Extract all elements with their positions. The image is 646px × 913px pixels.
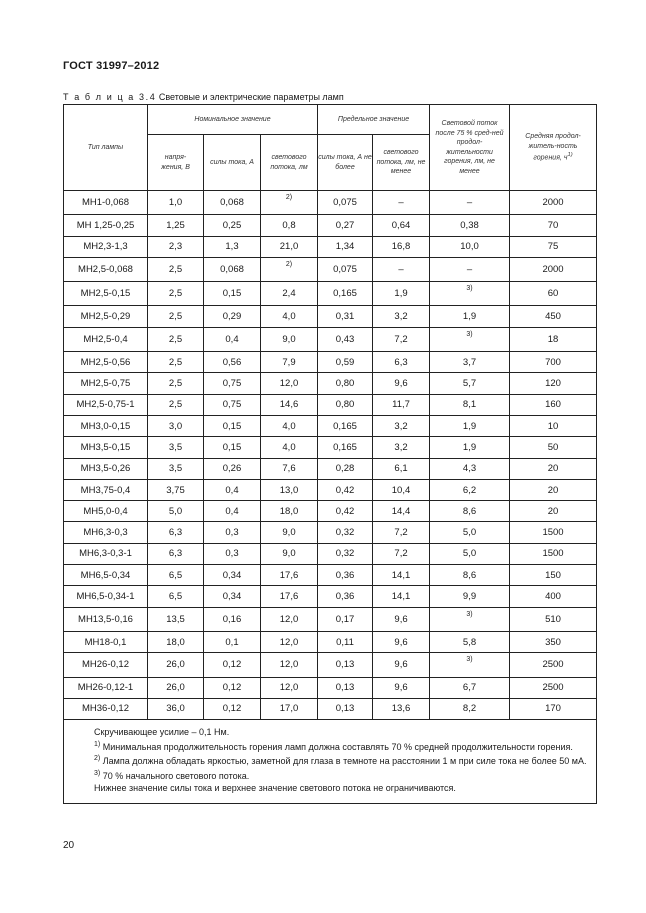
cell-current: 0,29 bbox=[204, 306, 261, 327]
cell-flux-after-75: 8,6 bbox=[430, 501, 510, 522]
cell-voltage: 2,5 bbox=[148, 394, 204, 415]
table-row bbox=[64, 373, 597, 394]
cell-current: 0,4 bbox=[204, 327, 261, 351]
header-flux: светового потока, лм bbox=[261, 135, 318, 191]
cell-flux-after-75: 5,7 bbox=[430, 373, 510, 394]
note-1-text: Минимальная продолжительность горения ламп должна составлять 70 % средней продолжительности горения. bbox=[102, 741, 573, 752]
cell-voltage: 5,0 bbox=[148, 501, 204, 522]
cell-avg-life: 350 bbox=[510, 631, 597, 652]
cell-max-current: 0,31 bbox=[318, 306, 373, 327]
cell-current: 0,26 bbox=[204, 458, 261, 479]
cell-avg-life: 170 bbox=[510, 698, 597, 719]
cell-voltage: 3,75 bbox=[148, 479, 204, 500]
cell-lamp-type: МН26-0,12 bbox=[64, 653, 148, 677]
table-notes bbox=[64, 720, 597, 804]
cell-flux-after-75: 8,2 bbox=[430, 698, 510, 719]
cell-flux-after-75: 10,0 bbox=[430, 236, 510, 257]
cell-flux-after-75: 1,9 bbox=[430, 415, 510, 436]
cell-flux: 12,0 bbox=[261, 677, 318, 698]
cell-max-current: 0,36 bbox=[318, 565, 373, 586]
cell-flux: 13,0 bbox=[261, 479, 318, 500]
table-row bbox=[64, 191, 597, 215]
cell-lamp-type: МН2,5-0,56 bbox=[64, 352, 148, 373]
cell-current: 0,3 bbox=[204, 522, 261, 543]
cell-max-current: 0,28 bbox=[318, 458, 373, 479]
cell-flux: 7,6 bbox=[261, 458, 318, 479]
cell-voltage: 13,5 bbox=[148, 607, 204, 631]
table-body bbox=[64, 191, 597, 720]
cell-min-flux: 3,2 bbox=[373, 306, 430, 327]
cell-max-current: 0,17 bbox=[318, 607, 373, 631]
cell-avg-life: 2000 bbox=[510, 191, 597, 215]
table-caption-text: Световые и электрические параметры ламп bbox=[158, 92, 344, 102]
table-row bbox=[64, 586, 597, 607]
cell-voltage: 6,5 bbox=[148, 586, 204, 607]
cell-flux: 9,0 bbox=[261, 327, 318, 351]
cell-flux-after-75: 3,7 bbox=[430, 352, 510, 373]
note-1 bbox=[70, 739, 590, 754]
cell-avg-life: 2500 bbox=[510, 653, 597, 677]
note-3-marker: 3) bbox=[94, 769, 101, 777]
table-row bbox=[64, 306, 597, 327]
table-row bbox=[64, 522, 597, 543]
cell-flux-after-75: 5,8 bbox=[430, 631, 510, 652]
cell-voltage: 6,3 bbox=[148, 522, 204, 543]
cell-flux: 12,0 bbox=[261, 607, 318, 631]
note-3 bbox=[70, 768, 590, 783]
cell-flux: 4,0 bbox=[261, 437, 318, 458]
cell-avg-life: 20 bbox=[510, 458, 597, 479]
cell-voltage: 2,5 bbox=[148, 257, 204, 281]
cell-min-flux: 7,2 bbox=[373, 522, 430, 543]
cell-voltage: 6,5 bbox=[148, 565, 204, 586]
cell-avg-life: 20 bbox=[510, 501, 597, 522]
cell-voltage: 2,5 bbox=[148, 306, 204, 327]
cell-max-current: 0,075 bbox=[318, 257, 373, 281]
cell-flux-after-75: 5,0 bbox=[430, 543, 510, 564]
cell-current: 0,12 bbox=[204, 698, 261, 719]
cell-lamp-type: МН 1,25-0,25 bbox=[64, 215, 148, 236]
cell-current: 0,1 bbox=[204, 631, 261, 652]
cell-current: 0,34 bbox=[204, 565, 261, 586]
cell-current: 0,16 bbox=[204, 607, 261, 631]
cell-lamp-type: МН3,5-0,26 bbox=[64, 458, 148, 479]
cell-flux: 18,0 bbox=[261, 501, 318, 522]
cell-lamp-type: МН3,0-0,15 bbox=[64, 415, 148, 436]
cell-lamp-type: МН6,3-0,3 bbox=[64, 522, 148, 543]
cell-voltage: 6,3 bbox=[148, 543, 204, 564]
table-row bbox=[64, 501, 597, 522]
cell-voltage: 1,0 bbox=[148, 191, 204, 215]
note-2 bbox=[70, 753, 590, 768]
header-avg-life-text: Средняя продол-житель-ность горения, ч bbox=[525, 133, 581, 162]
cell-lamp-type: МН3,75-0,4 bbox=[64, 479, 148, 500]
cell-avg-life: 510 bbox=[510, 607, 597, 631]
cell-flux: 2,4 bbox=[261, 282, 318, 306]
cell-flux: 9,0 bbox=[261, 522, 318, 543]
cell-lamp-type: МН18-0,1 bbox=[64, 631, 148, 652]
cell-avg-life: 70 bbox=[510, 215, 597, 236]
table-row bbox=[64, 394, 597, 415]
cell-flux: 21,0 bbox=[261, 236, 318, 257]
table-row bbox=[64, 698, 597, 719]
cell-min-flux: 10,4 bbox=[373, 479, 430, 500]
cell-max-current: 0,36 bbox=[318, 586, 373, 607]
cell-current: 0,56 bbox=[204, 352, 261, 373]
table-row bbox=[64, 607, 597, 631]
cell-max-current: 1,34 bbox=[318, 236, 373, 257]
cell-flux-after-75: 3) bbox=[430, 607, 510, 631]
cell-flux-after-75: – bbox=[430, 257, 510, 281]
header-avg-life-sup: 1) bbox=[567, 152, 573, 159]
cell-min-flux: 6,1 bbox=[373, 458, 430, 479]
cell-min-flux: 14,1 bbox=[373, 586, 430, 607]
cell-max-current: 0,075 bbox=[318, 191, 373, 215]
cell-lamp-type: МН13,5-0,16 bbox=[64, 607, 148, 631]
cell-avg-life: 20 bbox=[510, 479, 597, 500]
cell-max-current: 0,13 bbox=[318, 677, 373, 698]
cell-min-flux: 11,7 bbox=[373, 394, 430, 415]
cell-min-flux: 7,2 bbox=[373, 543, 430, 564]
cell-flux-after-75: 5,0 bbox=[430, 522, 510, 543]
cell-current: 0,34 bbox=[204, 586, 261, 607]
cell-lamp-type: МН2,5-0,29 bbox=[64, 306, 148, 327]
cell-voltage: 2,5 bbox=[148, 282, 204, 306]
cell-max-current: 0,43 bbox=[318, 327, 373, 351]
cell-max-current: 0,11 bbox=[318, 631, 373, 652]
table-row bbox=[64, 479, 597, 500]
cell-flux: 12,0 bbox=[261, 653, 318, 677]
table-row bbox=[64, 677, 597, 698]
cell-avg-life: 18 bbox=[510, 327, 597, 351]
cell-voltage: 2,5 bbox=[148, 327, 204, 351]
cell-avg-life: 2500 bbox=[510, 677, 597, 698]
cell-avg-life: 1500 bbox=[510, 543, 597, 564]
note-2-marker: 2) bbox=[94, 755, 101, 763]
cell-min-flux: 7,2 bbox=[373, 327, 430, 351]
cell-flux-after-75: 3) bbox=[430, 282, 510, 306]
cell-avg-life: 700 bbox=[510, 352, 597, 373]
cell-voltage: 1,25 bbox=[148, 215, 204, 236]
cell-lamp-type: МН26-0,12-1 bbox=[64, 677, 148, 698]
cell-max-current: 0,32 bbox=[318, 543, 373, 564]
cell-max-current: 0,165 bbox=[318, 282, 373, 306]
cell-max-current: 0,32 bbox=[318, 522, 373, 543]
cell-flux-after-75: 6,2 bbox=[430, 479, 510, 500]
cell-flux-after-75: 3) bbox=[430, 327, 510, 351]
header-nominal-group: Номинальное значение bbox=[148, 105, 318, 135]
table-row bbox=[64, 565, 597, 586]
note-torque: Скручивающее усилие – 0,1 Нм. bbox=[94, 727, 230, 738]
cell-voltage: 3,0 bbox=[148, 415, 204, 436]
cell-flux: 12,0 bbox=[261, 631, 318, 652]
cell-flux-after-75: 4,3 bbox=[430, 458, 510, 479]
cell-min-flux: 9,6 bbox=[373, 607, 430, 631]
cell-max-current: 0,27 bbox=[318, 215, 373, 236]
cell-flux-after-75: 9,9 bbox=[430, 586, 510, 607]
cell-voltage: 3,5 bbox=[148, 437, 204, 458]
cell-flux-after-75: – bbox=[430, 191, 510, 215]
table-row bbox=[64, 458, 597, 479]
header-current: силы тока, А bbox=[204, 135, 261, 191]
cell-lamp-type: МН2,5-0,4 bbox=[64, 327, 148, 351]
cell-min-flux: 3,2 bbox=[373, 415, 430, 436]
cell-current: 0,068 bbox=[204, 257, 261, 281]
cell-lamp-type: МН36-0,12 bbox=[64, 698, 148, 719]
cell-voltage: 2,5 bbox=[148, 352, 204, 373]
cell-min-flux: 14,1 bbox=[373, 565, 430, 586]
cell-flux: 17,0 bbox=[261, 698, 318, 719]
cell-current: 0,4 bbox=[204, 501, 261, 522]
cell-avg-life: 50 bbox=[510, 437, 597, 458]
cell-lamp-type: МН5,0-0,4 bbox=[64, 501, 148, 522]
cell-min-flux: 13,6 bbox=[373, 698, 430, 719]
table-row bbox=[64, 257, 597, 281]
cell-flux: 17,6 bbox=[261, 565, 318, 586]
cell-current: 0,15 bbox=[204, 282, 261, 306]
cell-avg-life: 400 bbox=[510, 586, 597, 607]
cell-avg-life: 2000 bbox=[510, 257, 597, 281]
table-row bbox=[64, 215, 597, 236]
cell-current: 1,3 bbox=[204, 236, 261, 257]
cell-flux: 17,6 bbox=[261, 586, 318, 607]
note-2-text: Лампа должна обладать яркостью, заметной для глаза в темноте на расстоянии 1 м при силе тока не более 50 мА. bbox=[102, 756, 587, 767]
cell-max-current: 0,42 bbox=[318, 479, 373, 500]
table-row bbox=[64, 543, 597, 564]
header-avg-life bbox=[510, 105, 597, 191]
cell-current: 0,12 bbox=[204, 677, 261, 698]
header-limit-group: Предельное значение bbox=[318, 105, 430, 135]
document-header: ГОСТ 31997–2012 bbox=[63, 60, 160, 72]
cell-current: 0,15 bbox=[204, 437, 261, 458]
cell-current: 0,068 bbox=[204, 191, 261, 215]
table-row bbox=[64, 352, 597, 373]
table-row bbox=[64, 282, 597, 306]
header-lamp-type: Тип лампы bbox=[64, 105, 148, 191]
cell-flux-after-75: 1,9 bbox=[430, 437, 510, 458]
cell-lamp-type: МН3,5-0,15 bbox=[64, 437, 148, 458]
table-caption-label: Т а б л и ц а 3.4 bbox=[63, 92, 157, 102]
cell-max-current: 0,59 bbox=[318, 352, 373, 373]
cell-voltage: 18,0 bbox=[148, 631, 204, 652]
cell-max-current: 0,42 bbox=[318, 501, 373, 522]
cell-voltage: 36,0 bbox=[148, 698, 204, 719]
cell-voltage: 26,0 bbox=[148, 653, 204, 677]
cell-flux-after-75: 0,38 bbox=[430, 215, 510, 236]
cell-current: 0,12 bbox=[204, 653, 261, 677]
cell-max-current: 0,80 bbox=[318, 373, 373, 394]
cell-avg-life: 75 bbox=[510, 236, 597, 257]
cell-lamp-type: МН2,5-0,75 bbox=[64, 373, 148, 394]
cell-flux: 4,0 bbox=[261, 306, 318, 327]
cell-min-flux: 0,64 bbox=[373, 215, 430, 236]
cell-avg-life: 10 bbox=[510, 415, 597, 436]
cell-min-flux: – bbox=[373, 257, 430, 281]
table-row bbox=[64, 415, 597, 436]
note-limits: Нижнее значение силы тока и верхнее значение светового потока не ограничиваются. bbox=[94, 783, 456, 794]
table-caption bbox=[63, 92, 344, 102]
cell-lamp-type: МН1-0,068 bbox=[64, 191, 148, 215]
cell-min-flux: 9,6 bbox=[373, 653, 430, 677]
cell-avg-life: 160 bbox=[510, 394, 597, 415]
cell-avg-life: 1500 bbox=[510, 522, 597, 543]
cell-voltage: 26,0 bbox=[148, 677, 204, 698]
note-3-text: 70 % начального светового потока. bbox=[102, 770, 250, 781]
cell-avg-life: 450 bbox=[510, 306, 597, 327]
cell-lamp-type: МН2,5-0,75-1 bbox=[64, 394, 148, 415]
cell-flux: 12,0 bbox=[261, 373, 318, 394]
cell-flux: 2) bbox=[261, 191, 318, 215]
cell-flux: 0,8 bbox=[261, 215, 318, 236]
cell-max-current: 0,13 bbox=[318, 653, 373, 677]
cell-flux-after-75: 1,9 bbox=[430, 306, 510, 327]
table-row bbox=[64, 437, 597, 458]
cell-max-current: 0,80 bbox=[318, 394, 373, 415]
table-row bbox=[64, 653, 597, 677]
cell-flux: 4,0 bbox=[261, 415, 318, 436]
lamp-parameters-table bbox=[63, 104, 597, 804]
header-flux-after-75: Световой поток после 75 % сред-ней продол-жительности горения, лм, не менее bbox=[430, 105, 510, 191]
header-min-flux: светового потока, лм, не менее bbox=[373, 135, 430, 191]
table-row bbox=[64, 327, 597, 351]
page-number: 20 bbox=[63, 840, 75, 851]
cell-current: 0,15 bbox=[204, 415, 261, 436]
cell-voltage: 2,5 bbox=[148, 373, 204, 394]
cell-flux-after-75: 8,1 bbox=[430, 394, 510, 415]
cell-max-current: 0,165 bbox=[318, 415, 373, 436]
cell-lamp-type: МН2,3-1,3 bbox=[64, 236, 148, 257]
cell-min-flux: 1,9 bbox=[373, 282, 430, 306]
cell-min-flux: 6,3 bbox=[373, 352, 430, 373]
cell-flux-after-75: 6,7 bbox=[430, 677, 510, 698]
cell-current: 0,75 bbox=[204, 394, 261, 415]
cell-lamp-type: МН6,3-0,3-1 bbox=[64, 543, 148, 564]
cell-flux-after-75: 8,6 bbox=[430, 565, 510, 586]
cell-lamp-type: МН2,5-0,15 bbox=[64, 282, 148, 306]
cell-lamp-type: МН6,5-0,34 bbox=[64, 565, 148, 586]
header-voltage: напря-жения, В bbox=[148, 135, 204, 191]
cell-min-flux: 9,6 bbox=[373, 677, 430, 698]
cell-voltage: 2,3 bbox=[148, 236, 204, 257]
cell-current: 0,3 bbox=[204, 543, 261, 564]
cell-min-flux: 14,4 bbox=[373, 501, 430, 522]
cell-lamp-type: МН2,5-0,068 bbox=[64, 257, 148, 281]
cell-max-current: 0,165 bbox=[318, 437, 373, 458]
cell-avg-life: 60 bbox=[510, 282, 597, 306]
cell-flux: 2) bbox=[261, 257, 318, 281]
cell-flux: 9,0 bbox=[261, 543, 318, 564]
cell-current: 0,25 bbox=[204, 215, 261, 236]
table-row bbox=[64, 631, 597, 652]
note-1-marker: 1) bbox=[94, 740, 101, 748]
cell-avg-life: 120 bbox=[510, 373, 597, 394]
cell-flux-after-75: 3) bbox=[430, 653, 510, 677]
cell-flux: 7,9 bbox=[261, 352, 318, 373]
cell-min-flux: 3,2 bbox=[373, 437, 430, 458]
cell-lamp-type: МН6,5-0,34-1 bbox=[64, 586, 148, 607]
cell-min-flux: 16,8 bbox=[373, 236, 430, 257]
cell-min-flux: 9,6 bbox=[373, 373, 430, 394]
cell-current: 0,4 bbox=[204, 479, 261, 500]
cell-voltage: 3,5 bbox=[148, 458, 204, 479]
cell-current: 0,75 bbox=[204, 373, 261, 394]
table-row bbox=[64, 236, 597, 257]
cell-min-flux: – bbox=[373, 191, 430, 215]
cell-min-flux: 9,6 bbox=[373, 631, 430, 652]
cell-avg-life: 150 bbox=[510, 565, 597, 586]
cell-flux: 14,6 bbox=[261, 394, 318, 415]
cell-max-current: 0,13 bbox=[318, 698, 373, 719]
header-max-current: силы тока, А не более bbox=[318, 135, 373, 191]
